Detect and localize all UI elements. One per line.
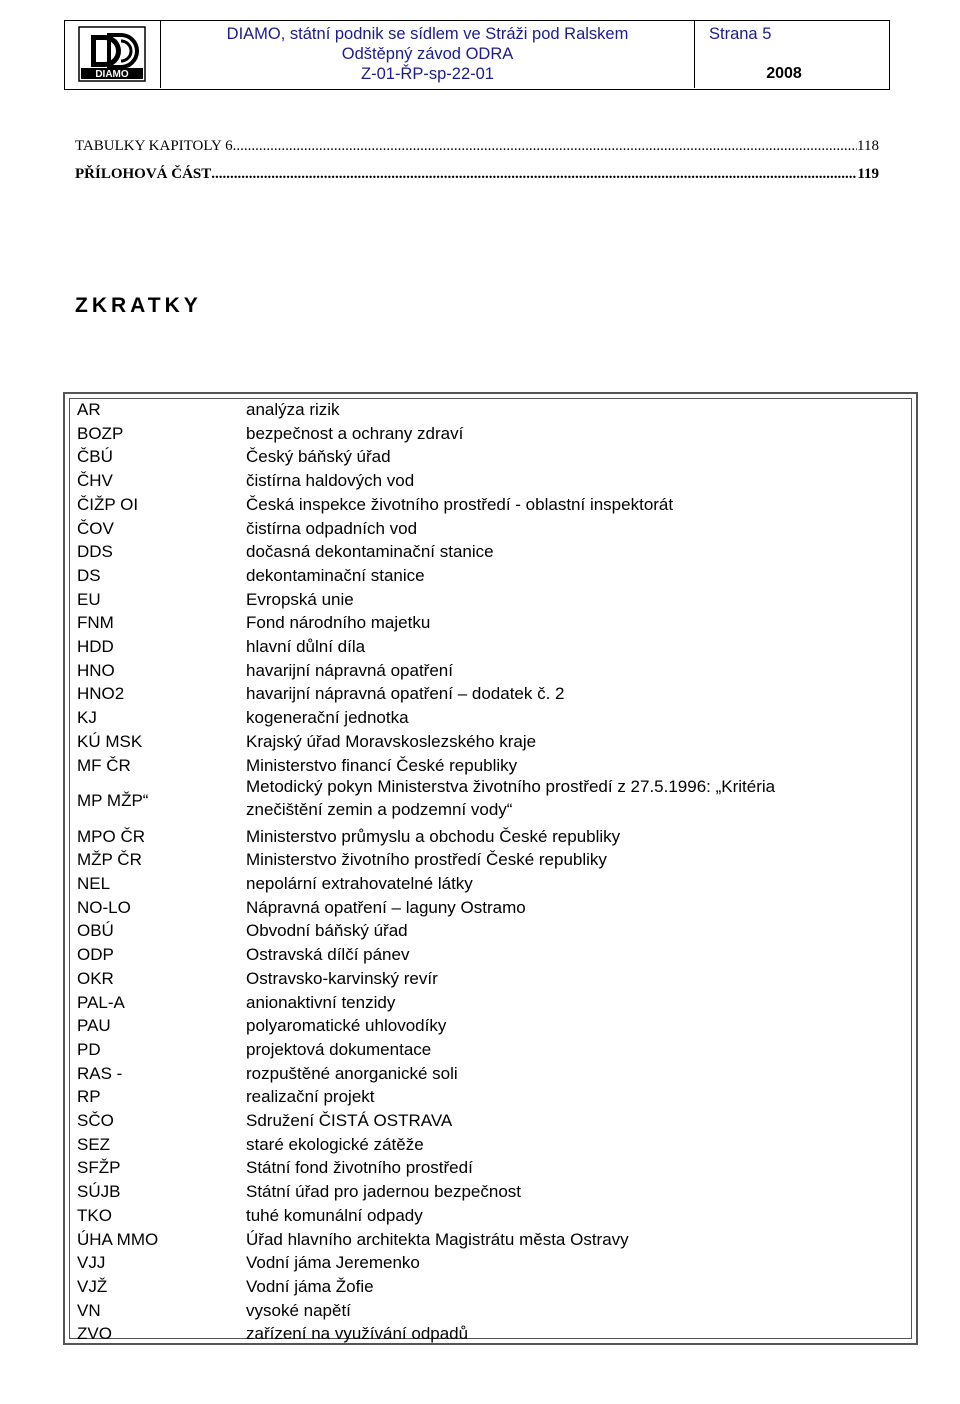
abbreviation-code: PAU <box>77 1016 111 1036</box>
toc-entry-tables-ch6[interactable] <box>75 138 879 155</box>
abbreviation-row <box>70 1040 911 1064</box>
abbreviation-code: NO-LO <box>77 897 131 917</box>
abbreviation-row <box>70 945 911 969</box>
abbreviation-row <box>70 590 911 614</box>
toc-label: PŘÍLOHOVÁ ČÁST <box>75 166 212 182</box>
header-division: Odštěpný závod ODRA <box>341 45 514 63</box>
abbreviation-code: ČOV <box>77 518 114 538</box>
abbreviation-code: HNO2 <box>77 684 125 704</box>
abbreviation-row <box>70 1087 911 1111</box>
abbreviation-code: AR <box>77 400 101 419</box>
abbreviation-description: havarijní nápravná opatření – dodatek č. 2 <box>246 684 565 704</box>
abbreviation-row <box>70 684 911 708</box>
header-org-name: DIAMO, státní podnik se sídlem ve Stráži pod Ralskem <box>226 25 629 43</box>
abbreviation-description: realizační projekt <box>246 1087 375 1107</box>
abbreviation-row <box>70 969 911 993</box>
abbreviation-row <box>70 1135 911 1159</box>
abbreviation-description: analýza rizik <box>246 400 340 419</box>
abbreviation-description: čistírna odpadních vod <box>246 518 418 538</box>
toc-leader <box>211 166 857 183</box>
abbreviation-code: PD <box>77 1039 101 1059</box>
abbreviation-row <box>70 874 911 898</box>
abbreviation-code: SÚJB <box>77 1182 121 1202</box>
toc-label: TABULKY KAPITOLY 6. <box>75 138 237 154</box>
abbreviation-row <box>70 447 911 471</box>
abbreviation-row <box>70 1111 911 1135</box>
abbreviation-description: Česká inspekce životního prostředí - oblastní inspektorát <box>246 494 674 514</box>
abbreviation-description: čistírna haldových vod <box>246 471 415 491</box>
abbreviation-code: DS <box>77 565 101 585</box>
abbreviation-row <box>70 1206 911 1230</box>
abbreviation-description: Úřad hlavního architekta Magistrátu města Ostravy <box>246 1229 629 1249</box>
abbreviation-row <box>70 993 911 1017</box>
abbreviation-description: Sdružení ČISTÁ OSTRAVA <box>246 1111 453 1130</box>
abbreviation-description: havarijní nápravná opatření <box>246 660 453 680</box>
abbreviation-code: ČBÚ <box>77 447 113 467</box>
abbreviation-description: Ostravská dílčí pánev <box>246 945 410 965</box>
abbreviation-code: MP MŽP“ <box>77 791 149 811</box>
abbreviation-row <box>70 495 911 519</box>
abbreviation-code: SČO <box>77 1111 114 1130</box>
abbreviation-row <box>70 1182 911 1206</box>
abbreviation-description: Státní úřad pro jadernou bezpečnost <box>246 1182 522 1202</box>
abbreviation-description: Ministerstvo financí České republiky <box>246 755 518 775</box>
abbreviation-code: TKO <box>77 1205 112 1225</box>
abbreviation-code: ČIŽP OI <box>77 494 139 514</box>
abbreviation-code: ČHV <box>77 471 113 491</box>
abbreviation-code: RP <box>77 1087 101 1107</box>
toc-page: 119 <box>857 166 879 182</box>
toc-page: 118 <box>857 138 879 154</box>
abbreviation-description: rozpuštěné anorganické soli <box>246 1063 458 1083</box>
abbreviation-description: staré ekologické zátěže <box>246 1134 424 1154</box>
abbreviation-row <box>70 779 911 826</box>
abbreviation-code: MF ČR <box>77 755 131 775</box>
toc-leader <box>236 138 857 155</box>
abbreviation-description: Krajský úřad Moravskoslezského kraje <box>246 731 537 751</box>
abbreviation-code: ODP <box>77 945 114 965</box>
header-year: 2008 <box>766 65 802 82</box>
abbreviation-code: KÚ MSK <box>77 731 143 751</box>
abbreviation-code: DDS <box>77 542 113 562</box>
abbreviation-row <box>70 1253 911 1277</box>
abbreviation-row <box>70 1158 911 1182</box>
abbreviation-code: MPO ČR <box>77 826 145 846</box>
abbreviation-row <box>70 827 911 851</box>
header-doc-code: Z-01-ŘP-sp-22-01 <box>361 65 494 83</box>
abbreviation-description: vysoké napětí <box>246 1300 351 1320</box>
abbreviation-row <box>70 1301 911 1325</box>
abbreviation-description: Ministerstvo životního prostředí České republiky <box>246 850 607 870</box>
page-header <box>64 20 890 90</box>
abbreviation-code: OKR <box>77 968 114 988</box>
abbreviation-row <box>70 471 911 495</box>
abbreviation-code: ZVO <box>77 1324 112 1344</box>
abbreviation-row <box>70 661 911 685</box>
abbreviation-description: Vodní jáma Žofie <box>246 1276 374 1296</box>
abbreviations-table-body <box>69 398 912 1344</box>
abbreviation-description: dočasná dekontaminační stanice <box>246 542 494 562</box>
abbreviation-description: Český báňský úřad <box>246 447 391 467</box>
abbreviation-row <box>70 756 911 780</box>
abbreviation-code: RAS - <box>77 1063 123 1083</box>
abbreviation-description: projektová dokumentace <box>246 1039 432 1059</box>
abbreviation-row <box>70 1230 911 1254</box>
abbreviation-row <box>70 519 911 543</box>
abbreviation-description: kogenerační jednotka <box>246 708 409 728</box>
abbreviation-code: HDD <box>77 637 114 656</box>
abbreviation-row <box>70 1277 911 1301</box>
abbreviation-code: ÚHA MMO <box>77 1229 159 1249</box>
header-right <box>695 21 888 88</box>
diamo-logo <box>65 21 161 88</box>
abbreviation-row <box>70 1016 911 1040</box>
abbreviation-code: PAL-A <box>77 992 125 1012</box>
abbreviation-code: NEL <box>77 874 111 893</box>
abbreviation-description: Obvodní báňský úřad <box>246 921 408 941</box>
abbreviation-row <box>70 708 911 732</box>
abbreviation-row <box>70 542 911 566</box>
abbreviation-description: tuhé komunální odpady <box>246 1205 423 1225</box>
abbreviation-code: EU <box>77 589 101 609</box>
abbreviation-description: Fond národního majetku <box>246 613 431 633</box>
abbreviation-code: MŽP ČR <box>77 850 142 870</box>
abbreviation-code: OBÚ <box>77 921 114 941</box>
abbreviation-row <box>70 921 911 945</box>
abbreviation-description: Ministerstvo průmyslu a obchodu České republiky <box>246 826 621 846</box>
section-title: ZKRATKY <box>75 294 202 317</box>
abbreviation-row <box>70 424 911 448</box>
abbreviation-row <box>70 732 911 756</box>
abbreviation-code: KJ <box>77 708 97 728</box>
abbreviation-row <box>70 400 911 424</box>
abbreviation-description: nepolární extrahovatelné látky <box>246 874 473 893</box>
abbreviations-table <box>63 392 918 1345</box>
logo-text: DIAMO <box>95 69 129 80</box>
abbreviation-row <box>70 613 911 637</box>
abbreviation-description: zařízení na využívání odpadů <box>246 1324 469 1344</box>
abbreviation-code: VJJ <box>77 1253 106 1273</box>
abbreviation-row <box>70 1324 911 1348</box>
abbreviation-description: Nápravná opatření – laguny Ostramo <box>246 897 526 917</box>
abbreviation-description: hlavní důlní díla <box>246 637 366 656</box>
abbreviation-row <box>70 637 911 661</box>
abbreviation-code: FNM <box>77 613 114 633</box>
abbreviation-description: Metodický pokyn Ministerstva životního prostředí z 27.5.1996: „Kritéria <box>246 777 776 797</box>
abbreviation-row <box>70 566 911 590</box>
abbreviation-row <box>70 1064 911 1088</box>
abbreviation-description: Státní fond životního prostředí <box>246 1158 473 1178</box>
abbreviation-code: SFŽP <box>77 1158 121 1178</box>
abbreviation-description: dekontaminační stanice <box>246 565 425 585</box>
toc-entry-appendix[interactable] <box>75 166 879 183</box>
abbreviation-code: HNO <box>77 660 115 680</box>
abbreviation-code: VN <box>77 1300 101 1320</box>
abbreviation-description: anionaktivní tenzidy <box>246 992 396 1012</box>
abbreviation-description: Vodní jáma Jeremenko <box>246 1253 420 1273</box>
abbreviation-code: BOZP <box>77 423 124 443</box>
abbreviation-row <box>70 850 911 874</box>
abbreviation-description: Evropská unie <box>246 589 354 609</box>
page-number: Strana 5 <box>709 25 772 43</box>
header-org-info <box>161 21 695 88</box>
abbreviation-row <box>70 898 911 922</box>
abbreviation-description: Ostravsko-karvinský revír <box>246 968 438 988</box>
abbreviation-description: polyaromatické uhlovodíky <box>246 1016 447 1036</box>
abbreviation-code: VJŽ <box>77 1276 108 1296</box>
abbreviation-description-cont: znečištění zemin a podzemní vody“ <box>246 799 513 819</box>
abbreviation-code: SEZ <box>77 1134 111 1154</box>
abbreviation-description: bezpečnost a ochrany zdraví <box>246 423 464 443</box>
